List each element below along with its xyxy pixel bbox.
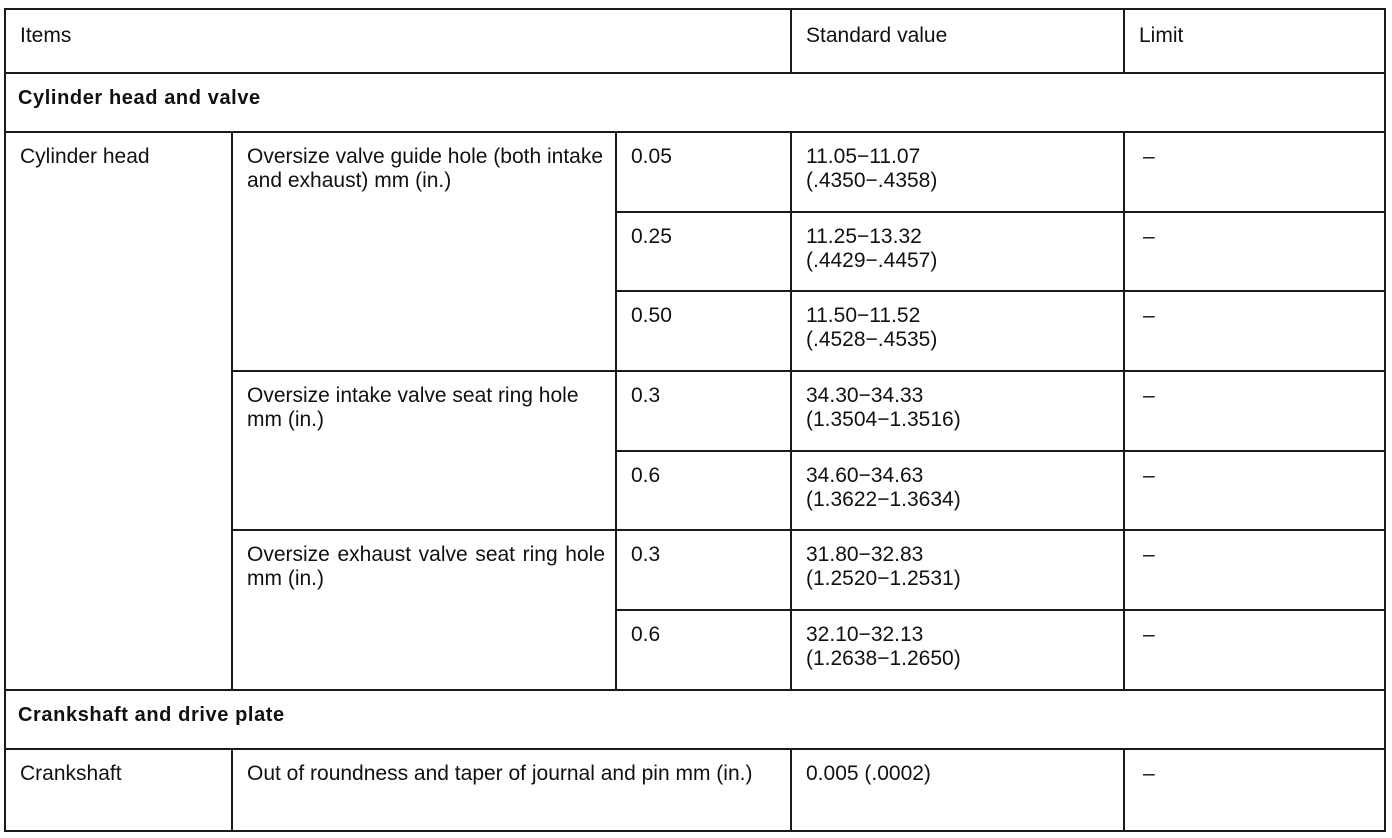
section-title-cylinder-head-and-valve: Cylinder head and valve: [5, 73, 1385, 132]
value-mm: 11.25−13.32: [806, 224, 922, 248]
size-cell: 0.05: [616, 132, 791, 212]
value-mm: 34.30−34.33: [806, 384, 924, 407]
limit-value: –: [1143, 623, 1155, 647]
size-cell: 0.6: [616, 610, 791, 690]
standard-value-cell: [791, 132, 1124, 212]
limit-value: –: [1143, 224, 1155, 248]
value-mm: 11.05−11.07: [806, 144, 921, 168]
value-mm: 31.80−32.83: [806, 543, 924, 567]
size-cell: 0.3: [616, 530, 791, 610]
section-title-crankshaft-and-drive-plate: Crankshaft and drive plate: [5, 690, 1385, 749]
limit-cell: [1124, 610, 1385, 690]
limit-cell: [1124, 530, 1385, 610]
standard-value-cell: [791, 610, 1124, 690]
value-in: (1.3504−1.3516): [806, 408, 961, 431]
item-cylinder-head: Cylinder head: [5, 132, 232, 690]
table-row: [5, 749, 1385, 831]
item-roundness-taper: Out of roundness and taper of journal and pin mm (in.): [232, 749, 791, 831]
standard-value-cell: [791, 530, 1124, 610]
value-in: (.4429−.4457): [806, 248, 938, 272]
size-cell: 0.50: [616, 291, 791, 371]
value-in: (.4350−.4358): [806, 168, 938, 192]
value-mm: 32.10−32.13: [806, 623, 924, 647]
limit-cell: [1124, 291, 1385, 371]
item-valve-guide-hole: Oversize valve guide hole (both intake and exhaust) mm (in.): [232, 132, 616, 371]
standard-value-cell: [791, 291, 1124, 371]
limit-cell: [1124, 371, 1385, 451]
limit-cell: [1124, 212, 1385, 292]
size-cell: 0.25: [616, 212, 791, 292]
limit-cell: [1124, 749, 1385, 831]
header-items: Items: [5, 9, 791, 73]
spec-table: [4, 8, 1386, 832]
standard-value-cell: [791, 451, 1124, 531]
value-mm: 0.005 (.0002): [806, 761, 931, 785]
value-in: (1.2638−1.2650): [806, 647, 961, 671]
item-intake-seat-ring-hole: Oversize intake valve seat ring hole mm (in.): [232, 371, 616, 530]
item-exhaust-seat-ring-hole: Oversize exhaust valve seat ring hole mm (in.): [232, 530, 616, 689]
item-crankshaft: Crankshaft: [5, 749, 232, 831]
table-header-row: [5, 9, 1385, 73]
limit-cell: [1124, 132, 1385, 212]
limit-value: –: [1143, 304, 1155, 328]
size-cell: 0.3: [616, 371, 791, 451]
size-cell: 0.6: [616, 451, 791, 531]
limit-value: –: [1143, 463, 1155, 487]
table-row: [5, 132, 1385, 212]
value-mm: 34.60−34.63: [806, 463, 924, 487]
section-row-crank: [5, 690, 1385, 749]
limit-value: –: [1143, 144, 1155, 168]
value-in: (1.2520−1.2531): [806, 567, 961, 591]
header-limit: Limit: [1124, 9, 1385, 73]
standard-value-cell: [791, 371, 1124, 451]
limit-cell: [1124, 451, 1385, 531]
header-standard-value: Standard value: [791, 9, 1124, 73]
value-mm: 11.50−11.52: [806, 304, 921, 328]
standard-value-cell: [791, 212, 1124, 292]
limit-value: –: [1143, 543, 1155, 567]
value-in: (1.3622−1.3634): [806, 487, 961, 511]
value-in: (.4528−.4535): [806, 328, 938, 352]
standard-value-cell: [791, 749, 1124, 831]
limit-value: –: [1143, 384, 1155, 407]
section-row-cylinder: [5, 73, 1385, 132]
limit-value: –: [1143, 761, 1155, 785]
